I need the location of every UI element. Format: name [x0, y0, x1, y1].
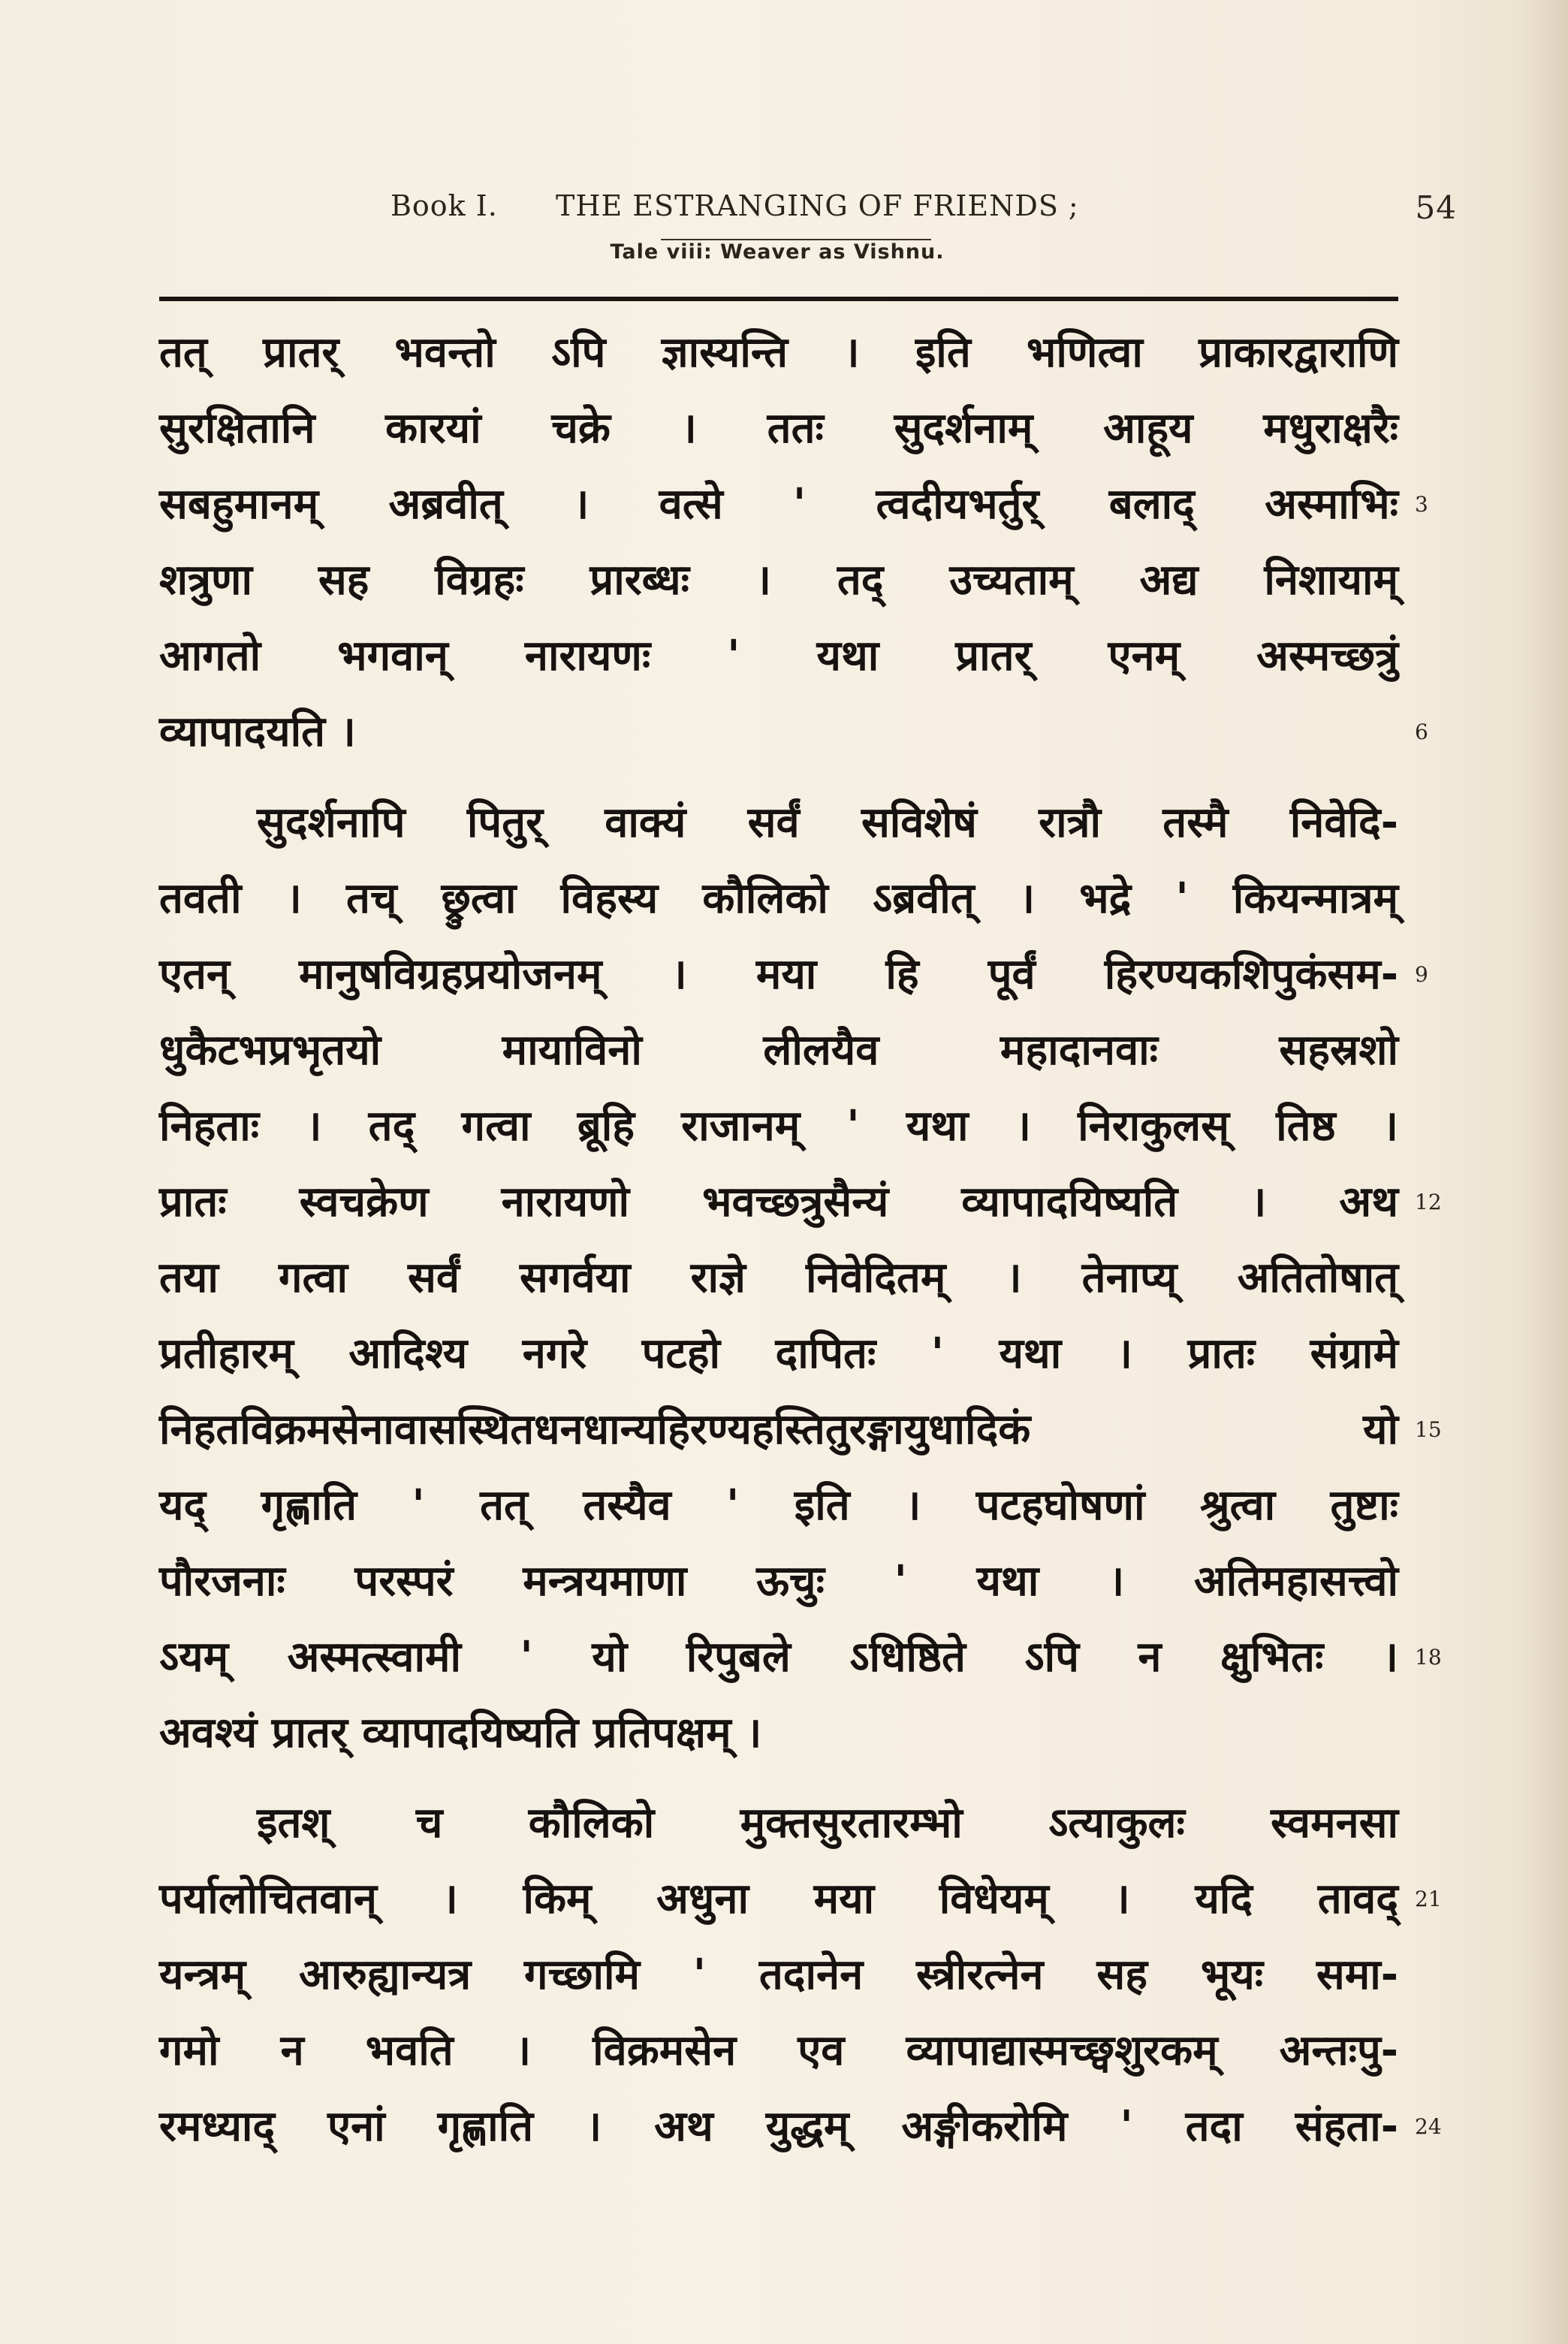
- text-line: तया गत्वा सर्वं सगर्वया राज्ञे निवेदितम् । तेनाप्य् अतितोषात्: [159, 1253, 1398, 1302]
- text-line: पौरजनाः परस्परं मन्त्रयमाणा ऊचुः ' यथा । अतिमहासत्त्वो: [159, 1557, 1398, 1606]
- chapter-title: THE ESTRANGING OF FRIENDS ;: [556, 189, 1079, 222]
- text-line: पर्यालोचितवान् । किम् अधुना मया विधेयम् । यदि तावद्: [159, 1875, 1398, 1923]
- text-line: तवती । तच् छ्रुत्वा विहस्य कौलिको ऽब्रवीत् । भद्रे ' कियन्मात्रम्: [159, 874, 1398, 923]
- text-line: ऽयम् अस्मत्स्वामी ' यो रिपुबले ऽधिष्ठिते ऽपि न क्षुभितः ।: [159, 1633, 1398, 1682]
- paragraph-first-line: इतश् च कौलिको मुक्तसुरतारम्भो ऽत्याकुलः स्वमनसा: [257, 1799, 1398, 1848]
- header-rule: [159, 297, 1398, 301]
- text-line: एतन् मानुषविग्रहप्रयोजनम् । मया हि पूर्वं हिरण्यकशिपुकंसम-: [159, 950, 1398, 999]
- text-line: व्यापादयति ।: [159, 707, 356, 756]
- text-line: प्रतीहारम् आदिश्य नगरे पटहो दापितः ' यथा । प्रातः संग्रामे: [159, 1329, 1398, 1378]
- text-line: रमध्याद् एनां गृह्णाति । अथ युद्धम् अङ्गीकरोमि ' तदा संहता-: [159, 2102, 1398, 2151]
- text-line: शत्रुणा सह विग्रहः प्रारब्धः । तद् उच्यताम् अद्य निशायाम्: [159, 556, 1398, 605]
- line-number: 21: [1415, 1887, 1442, 1911]
- text-line: यन्त्रम् आरुह्यान्यत्र गच्छामि ' तदानेन स्त्रीरत्नेन सह भूयः समा-: [159, 1950, 1398, 1999]
- text-line: गमो न भवति । विक्रमसेन एव व्यापाद्यास्मच्छ्वशुरकम् अन्तःपु-: [159, 2026, 1398, 2075]
- text-line: तत् प्रातर् भवन्तो ऽपि ज्ञास्यन्ति । इति भणित्वा प्राकारद्वाराणि: [159, 328, 1398, 377]
- text-line: निहतविक्रमसेनावासस्थितधनधान्यहिरण्यहस्तितुरङ्गायुधादिकं यो: [159, 1405, 1398, 1454]
- text-line: निहताः । तद् गत्वा ब्रूहि राजानम् ' यथा । निराकुलस् तिष्ठ ।: [159, 1102, 1398, 1151]
- paragraph-first-line: सुदर्शनापि पितुर् वाक्यं सर्वं सविशेषं रात्रौ तस्मै निवेदि-: [257, 798, 1398, 847]
- text-line: प्रातः स्वचक्रेण नारायणो भवच्छत्रुसैन्यं व्यापादयिष्यति । अथ: [159, 1178, 1398, 1226]
- text-line: आगतो भगवान् नारायणः ' यथा प्रातर् एनम् अस्मच्छत्रुं: [159, 632, 1398, 680]
- text-line: अवश्यं प्रातर् व्यापादयिष्यति प्रतिपक्षम् ।: [159, 1709, 762, 1757]
- text-line: सबहुमानम् अब्रवीत् । वत्से ' त्वदीयभर्तुर् बलाद् अस्माभिः: [159, 480, 1398, 529]
- line-number: 12: [1415, 1190, 1442, 1214]
- line-number: 9: [1415, 962, 1428, 987]
- line-number: 6: [1415, 719, 1428, 744]
- text-line: सुरक्षितानि कारयां चक्रे । ततः सुदर्शनाम् आहूय मधुराक्षरैः: [159, 404, 1398, 453]
- line-number: 15: [1415, 1417, 1442, 1442]
- text-line: यद् गृह्णाति ' तत् तस्यैव ' इति । पटहघोषणां श्रुत्वा तुष्टाः: [159, 1481, 1398, 1530]
- page-number: 54: [1415, 189, 1457, 226]
- page-edge-shadow: [1523, 0, 1568, 2344]
- tale-subtitle: Tale viii: Weaver as Vishnu.: [610, 240, 945, 264]
- line-number: 24: [1415, 2114, 1442, 2139]
- line-number: 3: [1415, 492, 1428, 517]
- running-head: [390, 189, 1457, 234]
- text-line: धुकैटभप्रभृतयो मायाविनो लीलयैव महादानवाः सहस्रशो: [159, 1026, 1398, 1075]
- line-number: 18: [1415, 1645, 1442, 1670]
- book-label: Book I.: [390, 189, 498, 222]
